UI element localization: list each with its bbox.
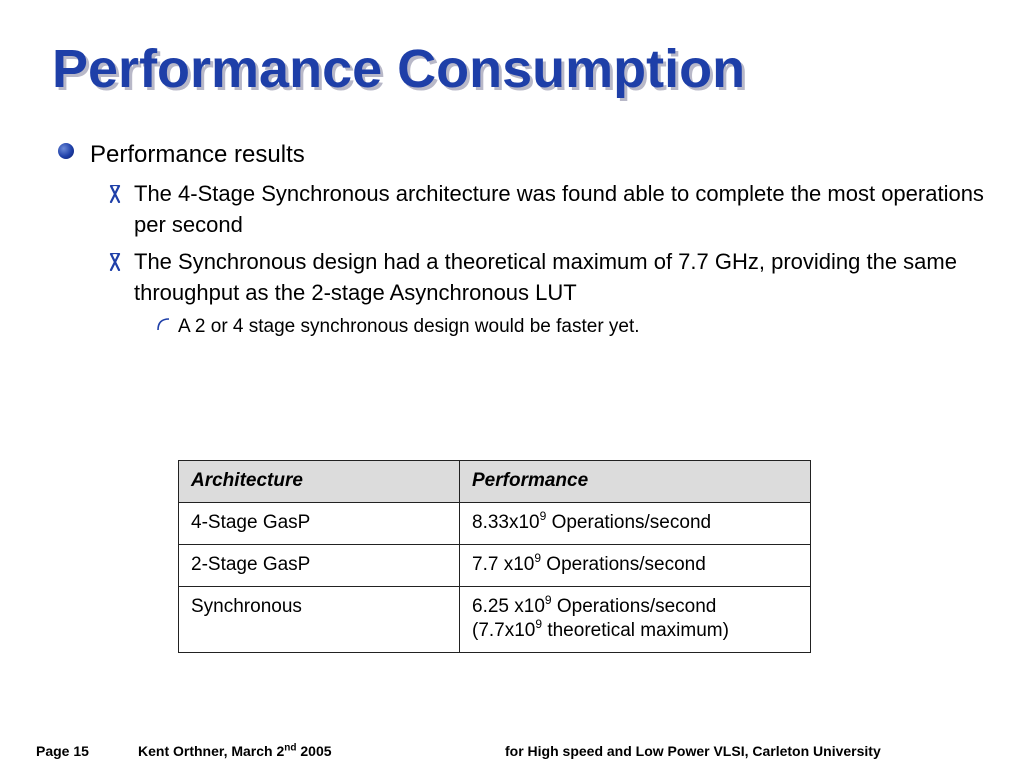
column-header-performance: Performance xyxy=(460,461,811,503)
performance-cell: 7.7 $x10^9$ Operations/second xyxy=(460,545,811,587)
bullet-level2-first xyxy=(56,178,1006,240)
table-row xyxy=(179,587,811,653)
footer-author: Kent Orthner, March 2nd 2005 xyxy=(138,742,332,759)
bullet-level2-second-text: The Synchronous design had a theoretical maximum of 7.7 GHz, providing the same throughput as the 2-stage Asynchronous LUT xyxy=(134,249,957,305)
performance-cell: $8.33x10^9$ Operations/second xyxy=(460,503,811,545)
bullet-level3 xyxy=(56,314,1006,340)
performance-cell: 6.25 $x10^9$ Operations/second ($7.7x10^9$ theoretical maximum) xyxy=(460,587,811,653)
column-header-architecture: Architecture xyxy=(179,461,460,503)
table-row xyxy=(179,503,811,545)
architecture-cell: Synchronous xyxy=(179,587,460,653)
bullet-list xyxy=(56,140,1006,340)
footer-course: for High speed and Low Power VLSI, Carleton University xyxy=(505,743,881,759)
bullet-level1 xyxy=(56,140,1006,170)
bullet-level2-second xyxy=(56,246,1006,308)
ribbon-bullet-icon xyxy=(108,253,122,271)
architecture-cell: 4-Stage GasP xyxy=(179,503,460,545)
table-row xyxy=(179,545,811,587)
arc-bullet-icon xyxy=(156,317,170,331)
table-header-row xyxy=(179,461,811,503)
architecture-cell: 2-Stage GasP xyxy=(179,545,460,587)
ribbon-bullet-icon xyxy=(108,185,122,203)
bullet-level3-text: A 2 or 4 stage synchronous design would be faster yet. xyxy=(178,316,640,337)
bullet-level1-text: Performance results xyxy=(90,141,305,168)
footer-page-number: Page 15 xyxy=(36,743,89,759)
bullet-level2-first-text: The 4-Stage Synchronous architecture was found able to complete the most operations per second xyxy=(134,181,984,237)
filled-circle-bullet-icon xyxy=(58,143,74,159)
slide-title: Performance Consumption xyxy=(52,39,746,99)
performance-table xyxy=(178,460,811,653)
